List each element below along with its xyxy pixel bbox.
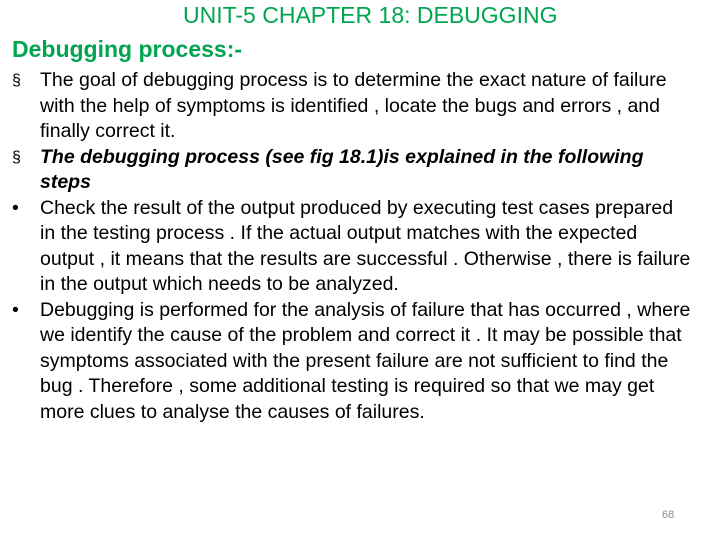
bullet-item-process-steps — [12, 145, 692, 196]
section-heading: Debugging process:- — [12, 36, 243, 62]
dot-bullet-icon: • — [12, 298, 19, 321]
bullet-text: Debugging is performed for the analysis of failure that has occurred , where we identify the cause of the problem and correct it . It may be possible that symptoms associated with the present failure are not sufficient to find the bug . Therefore , some additional testing is required so that we may get more clues to analyse the causes of failures. — [40, 298, 691, 423]
bullet-list — [12, 68, 692, 425]
square-bullet-icon: § — [12, 72, 21, 89]
slide-title: UNIT-5 CHAPTER 18: DEBUGGING — [183, 2, 558, 28]
square-bullet-icon: § — [12, 148, 21, 166]
page-number: 68 — [662, 509, 675, 521]
dot-bullet-icon: • — [12, 196, 19, 219]
bullet-item-goal — [12, 68, 692, 145]
bullet-text: Check the result of the output produced by executing test cases prepared in the testing process . If the actual output matches with the expected output , it means that the results are successful . Otherwise , there is failure in the output which needs to be analyzed. — [40, 196, 691, 295]
bullet-text: The debugging process (see fig 18.1)is explained in the following steps — [40, 145, 644, 193]
bullet-item-check-output — [12, 196, 692, 298]
bullet-item-debugging-performed — [12, 298, 692, 426]
bullet-text: The goal of debugging process is to determine the exact nature of failure with the help of symptoms is identified , locate the bugs and errors , and finally correct it. — [40, 69, 667, 142]
